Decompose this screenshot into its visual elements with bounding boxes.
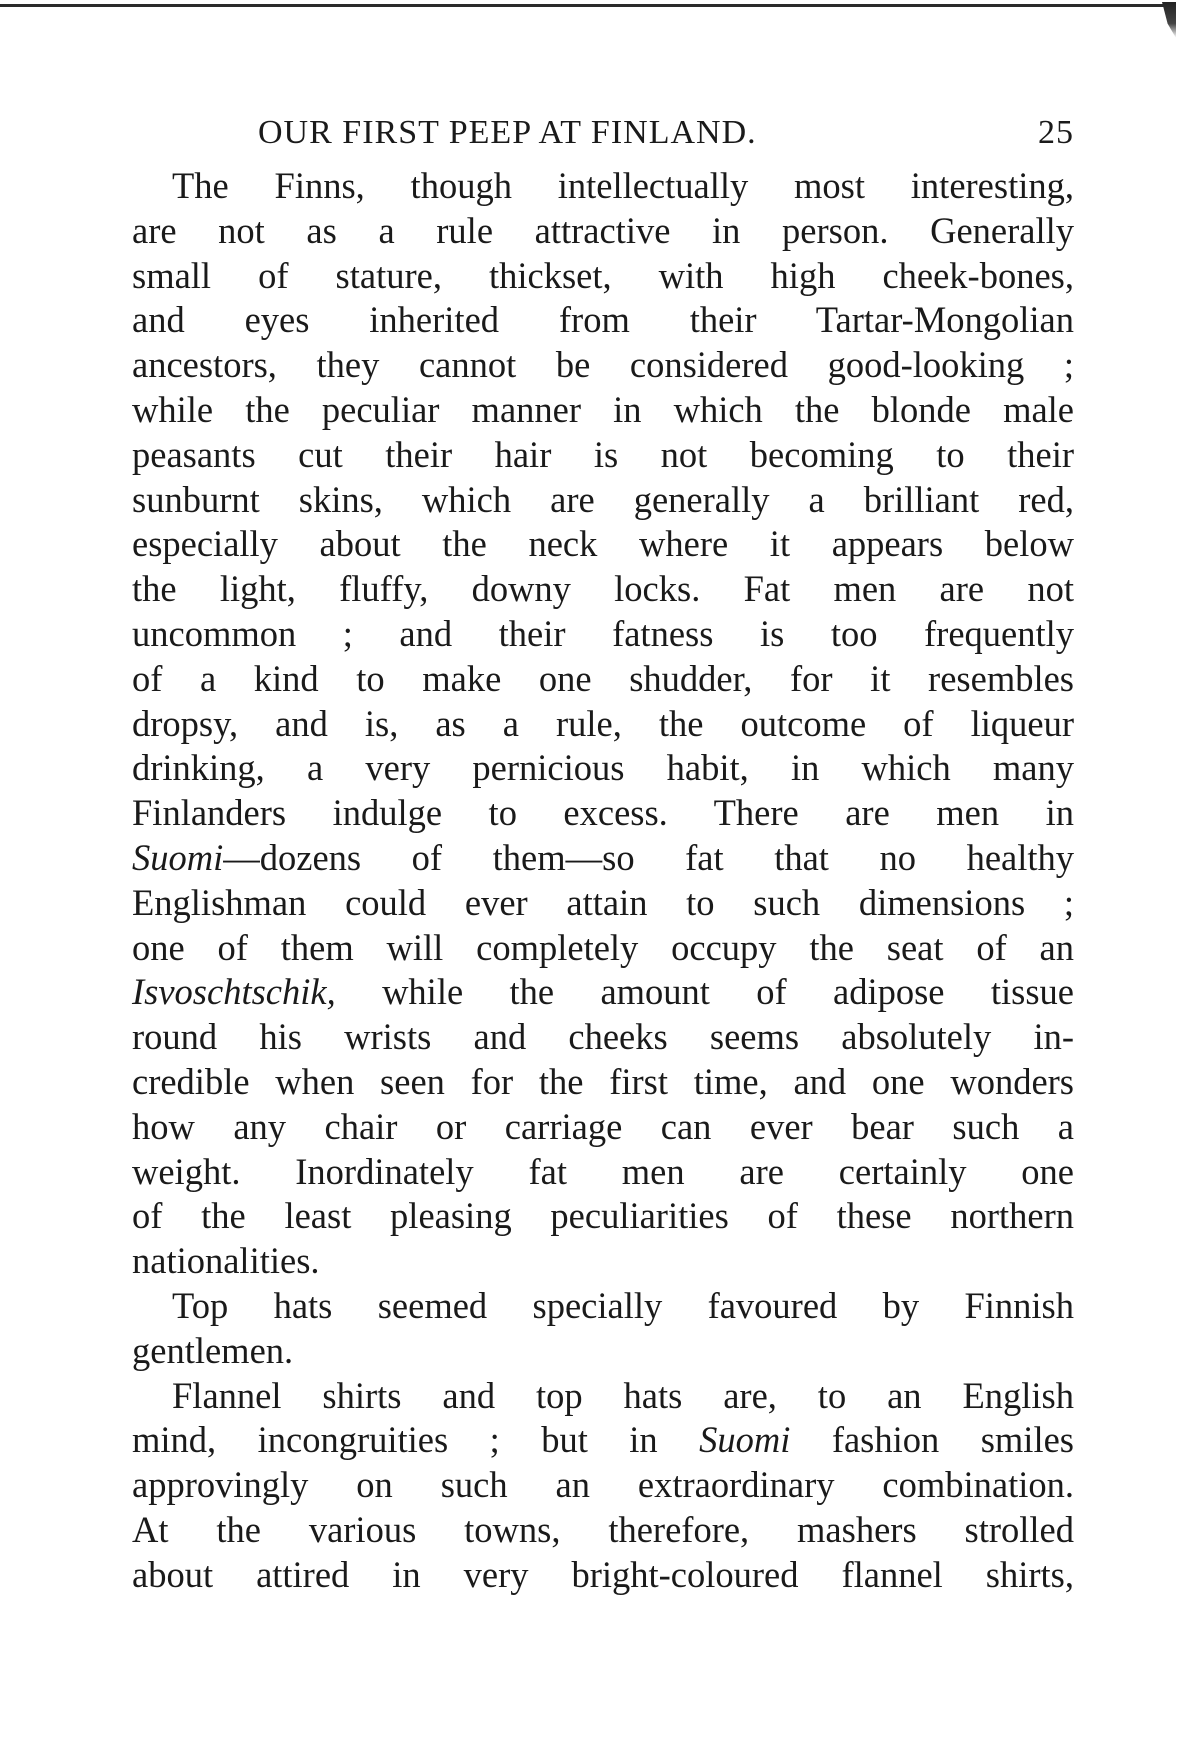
text-line xyxy=(132,836,1074,881)
text-line: round his wrists and cheeks seems absolutely in- xyxy=(132,1016,1074,1058)
text-line: ancestors, they cannot be considered good-looking ; xyxy=(132,344,1074,386)
text-line: and eyes inherited from their Tartar-Mongolian xyxy=(132,299,1074,341)
text-line xyxy=(132,1418,1074,1463)
italic-word-suomi: Suomi xyxy=(132,836,224,878)
paragraph-3 xyxy=(132,1374,1074,1598)
text-line: one of them will completely occupy the seat of an xyxy=(132,926,1074,968)
text-line: dropsy, and is, as a rule, the outcome of liqueur xyxy=(132,702,1074,744)
line-rest: fashion smiles xyxy=(790,1419,1074,1461)
text-line: uncommon ; and their fatness is too frequently xyxy=(132,612,1074,654)
text-line: how any chair or carriage can ever bear such a xyxy=(132,1105,1074,1147)
text-line: credible when seen for the first time, and one wonders xyxy=(132,1060,1074,1102)
text-line: of the least pleasing peculiarities of these northern xyxy=(132,1195,1074,1237)
text-line: Englishman could ever attain to such dimensions ; xyxy=(132,881,1074,923)
text-line: approvingly on such an extraordinary combination. xyxy=(132,1464,1074,1506)
paragraph-2 xyxy=(132,1284,1074,1374)
text-line: the light, fluffy, downy locks. Fat men are not xyxy=(132,568,1074,610)
running-head xyxy=(132,108,1074,164)
top-rule xyxy=(0,4,1168,7)
text-line: especially about the neck where it appears below xyxy=(132,523,1074,565)
italic-word-isvoschtschik: Isvoschtschik, xyxy=(132,971,336,1013)
line-rest: while the amount of adipose tissue xyxy=(335,971,1074,1013)
text-line: about attired in very bright-coloured flannel shirts, xyxy=(132,1553,1074,1595)
text-line: Top hats seemed specially favoured by Finnish xyxy=(172,1284,1074,1326)
text-line: drinking, a very pernicious habit, in which many xyxy=(132,747,1074,789)
text-line: weight. Inordinately fat men are certainly one xyxy=(132,1150,1074,1192)
text-line: while the peculiar manner in which the blonde male xyxy=(132,388,1074,430)
text-line: The Finns, though intellectually most interesting, xyxy=(172,165,1074,206)
text-line: are not as a rule attractive in person. Generally xyxy=(132,209,1074,251)
text-line: sunburnt skins, which are generally a brilliant red, xyxy=(132,478,1074,520)
page-corner-mark xyxy=(1162,2,1176,38)
page-number: 25 xyxy=(1038,114,1074,151)
text-line: Flannel shirts and top hats are, to an English xyxy=(172,1374,1074,1416)
book-page xyxy=(132,108,1074,1598)
italic-word-suomi: Suomi xyxy=(699,1419,791,1461)
line-start: mind, incongruities ; but in xyxy=(132,1419,700,1461)
text-line: small of stature, thickset, with high cheek-bones, xyxy=(132,254,1074,296)
text-line: Finlanders indulge to excess. There are men in xyxy=(132,792,1074,834)
line-rest: —dozens of them—so fat that no healthy xyxy=(223,836,1074,878)
text-line: gentlemen. xyxy=(132,1329,294,1371)
paragraph-1 xyxy=(132,164,1074,1284)
text-line: of a kind to make one shudder, for it resembles xyxy=(132,657,1074,699)
text-line: At the various towns, therefore, mashers strolled xyxy=(132,1508,1074,1550)
text-line: peasants cut their hair is not becoming to their xyxy=(132,433,1074,475)
text-line: nationalities. xyxy=(132,1240,320,1282)
running-title: OUR FIRST PEEP AT FINLAND. xyxy=(258,114,757,151)
text-line xyxy=(132,970,1074,1015)
